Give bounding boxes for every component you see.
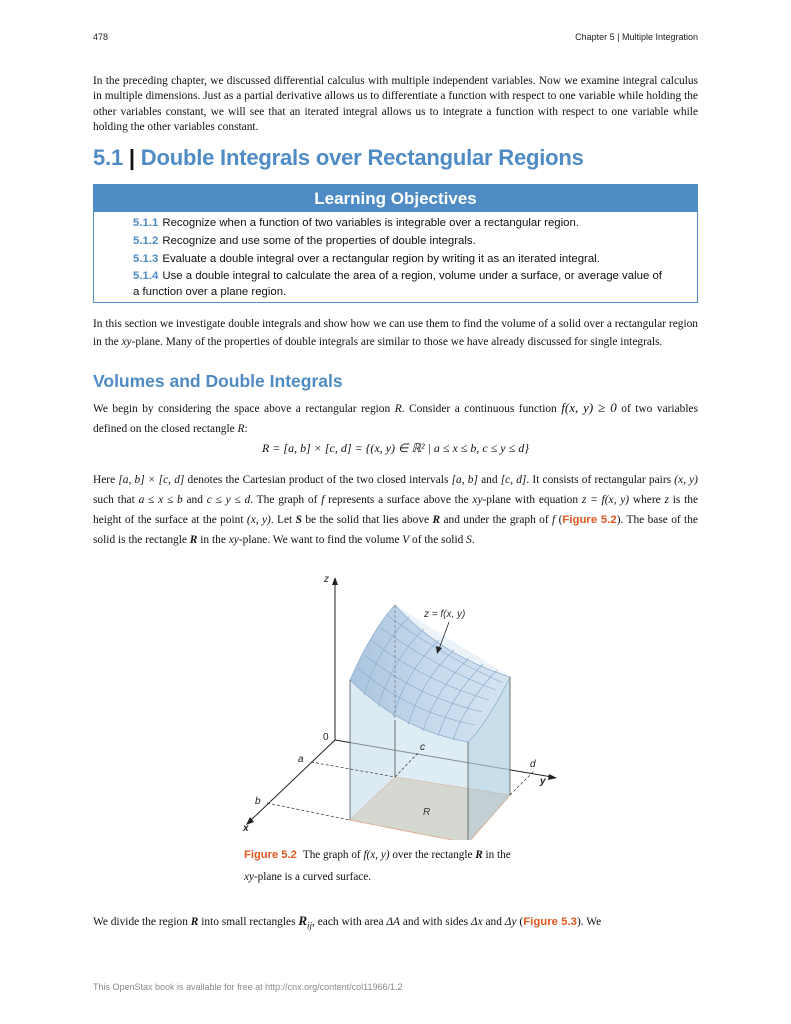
text: -plane is a curved surface. — [253, 871, 372, 883]
figure-label: Figure 5.2 — [244, 849, 297, 861]
figure-5-3-link[interactable]: Figure 5.3 — [523, 916, 578, 928]
x-axis-label: x — [243, 823, 249, 834]
text: into small rectangles — [198, 916, 299, 928]
math: f(x, y) — [363, 849, 390, 861]
objective-text: Recognize and use some of the properties of double integrals. — [162, 234, 476, 247]
math-xy: xy — [121, 335, 132, 348]
math: f — [552, 514, 556, 526]
region-R-label: R — [423, 807, 431, 818]
text: ( — [516, 916, 524, 928]
text: over the rectangle — [389, 849, 476, 861]
math-f-xy: f(x, y) ≥ 0 — [561, 400, 617, 415]
math: z = f(x, y) — [581, 494, 630, 506]
here-paragraph — [93, 470, 698, 550]
figure-5-2-link[interactable]: Figure 5.2 — [562, 514, 617, 526]
origin-label: 0 — [323, 732, 329, 743]
text: . — [471, 534, 475, 546]
text: -plane. Many of the properties of double integrals are similar to those we have already discussed for single integrals. — [131, 335, 663, 348]
math: Δx — [470, 916, 483, 928]
text: be the solid that lies above — [301, 514, 433, 526]
text: . Let — [270, 514, 296, 526]
objective-number: 5.1.2 — [133, 234, 159, 247]
math: c ≤ y ≤ d — [206, 494, 251, 506]
learning-objectives-box — [93, 184, 698, 303]
text: -plane with equation — [482, 494, 582, 506]
math: xy — [472, 494, 483, 506]
math: xy — [244, 871, 254, 883]
text: . Consider a continuous function — [401, 403, 562, 415]
text: Here — [93, 474, 119, 486]
text: ( — [555, 514, 563, 526]
tick-c-label: c — [420, 742, 425, 753]
page-number: 478 — [93, 32, 109, 42]
divide-paragraph — [93, 913, 698, 934]
objective-text: Use a double integral to calculate the area of a region, volume under a surface, or average value of a function over a plane region. — [133, 270, 662, 298]
y-axis-label: y — [540, 776, 546, 787]
objective-text: Evaluate a double integral over a rectangular region by writing it as an iterated integral. — [162, 252, 600, 265]
text: denotes the Cartesian product of the two closed intervals — [184, 474, 452, 486]
text: We divide the region — [93, 916, 191, 928]
text: ). We — [577, 916, 602, 928]
math: V — [402, 534, 410, 546]
objective-item — [133, 252, 667, 267]
volumes-paragraph — [93, 398, 698, 439]
text: The graph of — [302, 849, 364, 861]
math: Δy — [504, 916, 517, 928]
intro-paragraph: In the preceding chapter, we discussed differential calculus with multiple independent variables. Now we examine integral calculus in multiple dimensions. Just as a partial derivative allows us to differentiate a function with respect to one variable while holding the other variables constant, we will see that an iterated integral allows us to integrate a function with respect to one variable while holding the other variables constant. — [93, 75, 698, 133]
tick-d-label: d — [530, 759, 536, 770]
math: z — [664, 494, 669, 506]
text: We begin by considering the space above a rectangular region — [93, 403, 395, 415]
math: R — [475, 849, 483, 861]
math: (x, y) — [246, 514, 271, 526]
text: in the — [482, 849, 511, 861]
math: xy — [228, 534, 239, 546]
math-R: R — [237, 423, 245, 435]
math: f — [321, 494, 325, 506]
text: -plane. We want to find the volume — [238, 534, 403, 546]
objective-number: 5.1.4 — [133, 270, 159, 283]
footer-note: This OpenStax book is available for free at http://cnx.org/content/col11966/1.2 — [93, 982, 403, 992]
math: S — [295, 514, 302, 526]
z-axis-arrow-icon — [332, 577, 338, 585]
text: is the height of the surface at the point — [93, 494, 699, 526]
text: represents a surface above the — [324, 494, 473, 506]
text: and — [182, 494, 207, 506]
section-separator: | — [128, 145, 135, 170]
surface-label: z = f(x, y) — [424, 609, 466, 620]
figure-caption — [244, 844, 554, 888]
x-axis — [250, 740, 335, 821]
objective-item — [133, 269, 667, 300]
math: S — [466, 534, 472, 546]
tick-a-label: a — [298, 754, 304, 765]
math: [a, b] — [451, 474, 478, 486]
text: , each with area — [312, 916, 387, 928]
section-title — [93, 145, 584, 171]
text: where — [629, 494, 665, 506]
y-axis-arrow-icon — [548, 774, 557, 780]
math: [c, d] — [500, 474, 527, 486]
text: of the solid — [409, 534, 467, 546]
text: in the — [197, 534, 229, 546]
subsection-title: Volumes and Double Integrals — [93, 371, 343, 391]
objective-item — [133, 234, 667, 249]
math: (x, y) — [674, 474, 698, 486]
text: . It consists of rectangular pairs — [526, 474, 675, 486]
text: and — [477, 474, 501, 486]
text: and — [482, 916, 505, 928]
rectangle-equation: R = [a, b] × [c, d] = {(x, y) ∈ ℝ² | a ≤ x ≤ b, c ≤ y ≤ d} — [261, 441, 530, 455]
math: ΔA — [386, 916, 401, 928]
section-intro-paragraph — [93, 316, 698, 351]
math: R — [298, 913, 308, 928]
text: and under the graph of — [440, 514, 553, 526]
objective-item — [133, 216, 667, 231]
z-axis-label: z — [324, 574, 329, 585]
math-subscript: ij — [307, 920, 313, 931]
objective-number: 5.1.1 — [133, 217, 159, 229]
math: R — [189, 534, 198, 546]
objective-text: Recognize when a function of two variables is integrable over a rectangular region. — [162, 217, 579, 229]
math-R: R — [394, 403, 402, 415]
section-title-text: Double Integrals over Rectangular Regions — [140, 145, 584, 170]
math: a ≤ x ≤ b — [138, 494, 183, 506]
text: ). The base of the solid is the rectangle — [93, 514, 698, 546]
text: of two variables defined on the closed rectangle — [93, 403, 698, 435]
text: : — [244, 423, 248, 435]
text: such that — [93, 494, 139, 506]
chapter-header: Chapter 5 | Multiple Integration — [575, 32, 698, 42]
math: [a, b] × [c, d] — [118, 474, 185, 486]
figure-5-2-surface-plot — [230, 570, 560, 840]
text: . The graph of — [250, 494, 322, 506]
section-number: 5.1 — [93, 145, 123, 170]
learning-objectives-heading: Learning Objectives — [94, 185, 697, 212]
learning-objectives-list — [94, 212, 697, 300]
math: R — [432, 514, 441, 526]
math: R — [190, 916, 199, 928]
tick-b-label: b — [255, 796, 261, 807]
text: and with sides — [400, 916, 471, 928]
objective-number: 5.1.3 — [133, 252, 159, 265]
text: In this section we investigate double integrals and show how we can use them to find the volume of a solid over a rectangular region in the — [93, 318, 698, 348]
